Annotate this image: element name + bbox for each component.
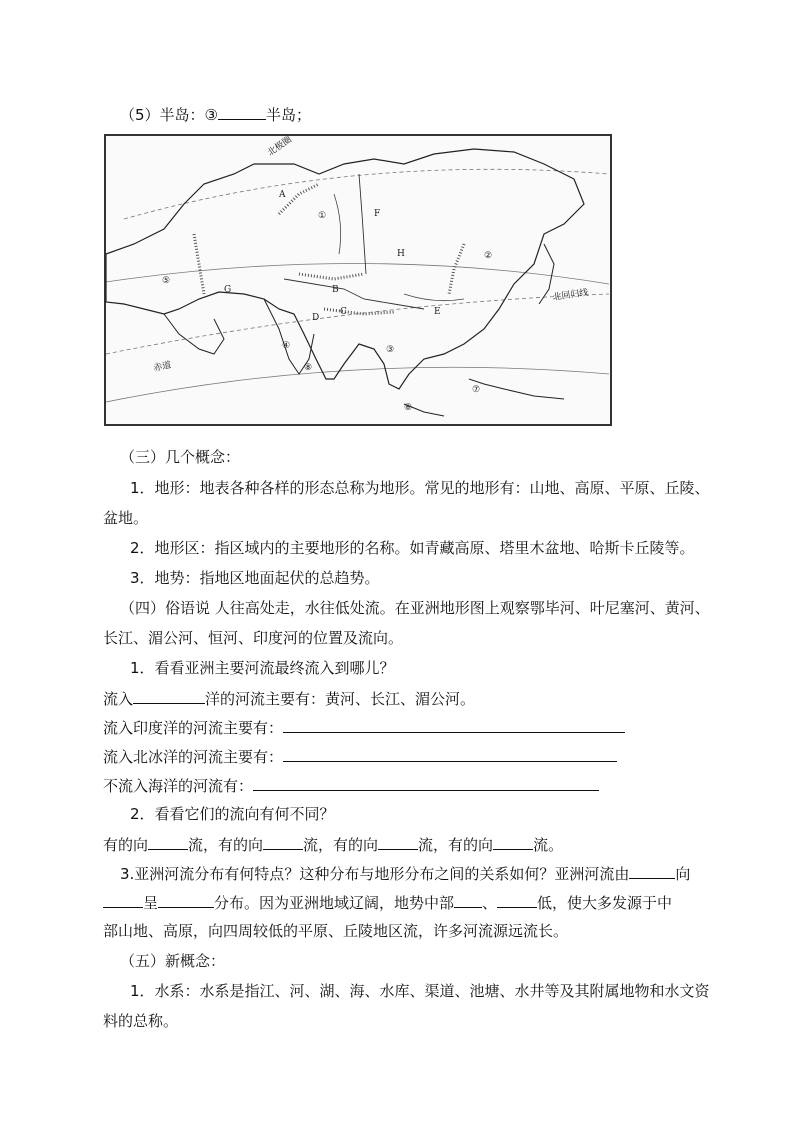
answer-blank[interactable] [283,746,617,762]
map-label-f: F [374,209,381,219]
section-4-intro: （四）俗语说 人往高处走，水往低处流。在亚洲地形图上观察鄂毕河、叶尼塞河、黄河、 [120,599,710,617]
answer-blank[interactable] [454,892,482,908]
answer-blank[interactable] [148,834,188,850]
peninsula-label: （5）半岛：③ [120,106,218,124]
new-concept-1-cont: 料的总称。 [103,1012,179,1030]
definition-3: 3．地势：指地区地面起伏的总趋势。 [130,569,380,587]
question-1: 1．看看亚洲主要河流最终流入到哪儿？ [130,659,395,677]
row-text: 流，有的向 [303,836,379,854]
map-label-b: B [332,285,339,295]
definition-1-cont: 盆地。 [103,509,149,527]
indian-ocean-row [103,717,625,738]
row-label: 流入印度洋的河流主要有： [103,719,284,737]
tropic-label: 北回归线 [552,288,590,303]
section-5-title: （五）新概念： [120,952,226,970]
answer-blank[interactable] [158,892,214,908]
map-label-e: E [434,307,441,317]
asia-map-figure [104,134,612,426]
map-number-1: ① [318,211,327,221]
answer-blank[interactable] [218,104,266,120]
answer-blank[interactable] [497,892,537,908]
answer-blank[interactable] [103,892,143,908]
map-number-5: ⑤ [162,276,171,286]
answer-blank[interactable] [378,834,418,850]
map-number-3: ③ [386,345,395,355]
map-label-g: G [224,285,232,295]
row-prefix: 流入 [103,690,134,708]
map-number-6: ⑥ [404,403,413,413]
row-text: 有的向 [103,836,149,854]
pacific-rivers-row [103,688,475,709]
row-text: 流，有的向 [418,836,494,854]
section-4-intro-cont: 长江、湄公河、恒河、印度河的位置及流向。 [103,629,404,647]
map-number-4: ④ [282,341,291,351]
question-3-end: 部山地、高原，向四周较低的平原、丘陵地区流，许多河流源远流长。 [103,922,569,940]
map-label-h: H [397,249,405,259]
equator-label: 赤道 [152,360,173,374]
definition-1: 1．地形：地表各种各样的形态总称为地形。常见的地形有：山地、高原、平原、丘陵、 [130,479,710,497]
row-label: 不流入海洋的河流有： [103,777,254,795]
answer-blank[interactable] [253,775,599,791]
new-concept-1: 1．水系：水系是指江、河、湖、海、水库、渠道、池塘、水井等及其附属地物和水文资 [130,982,710,1000]
arctic-circle-label: 北极圈 [265,134,294,159]
map-label-a: A [279,190,286,200]
map-number-2: ② [484,251,493,261]
row-text: 呈 [143,894,159,912]
row-label: 流入北冰洋的河流主要有： [103,748,284,766]
ocean-blank[interactable] [133,688,205,704]
row-text: 流，有的向 [188,836,264,854]
question-3 [120,863,690,884]
answer-blank[interactable] [283,717,625,733]
answer-blank[interactable] [263,834,303,850]
map-number-7: ⑦ [472,385,481,395]
answer-blank[interactable] [629,863,675,879]
definition-2: 2．地形区：指区域内的主要地形的名称。如青藏高原、塔里木盆地、哈斯卡丘陵等。 [130,539,695,557]
row-text: 、 [482,894,498,912]
peninsula-suffix: 半岛； [266,106,312,124]
answer-blank[interactable] [493,834,533,850]
map-number-8: ⑧ [304,363,313,373]
row-text: 向 [675,865,691,883]
question-3-cont [103,892,672,913]
row-text: 流。 [533,836,564,854]
arctic-ocean-row [103,746,617,767]
row-text: 分布。因为亚洲地域辽阔，地势中部 [214,894,455,912]
map-label-d: D [312,313,320,323]
inland-rivers-row [103,775,599,796]
flow-direction-row [103,834,563,855]
row-text: 低，使大多发源于中 [537,894,673,912]
row-text: 洋的河流主要有：黄河、长江、湄公河。 [205,690,476,708]
section-3-title: （三）几个概念： [120,448,241,466]
peninsula-question [120,104,311,125]
question-2: 2．看看它们的流向有何不同？ [130,805,335,823]
map-label-c: C [340,307,347,317]
row-text: 3.亚洲河流分布有何特点？这种分布与地形分布之间的关系如何？亚洲河流由 [120,865,630,883]
